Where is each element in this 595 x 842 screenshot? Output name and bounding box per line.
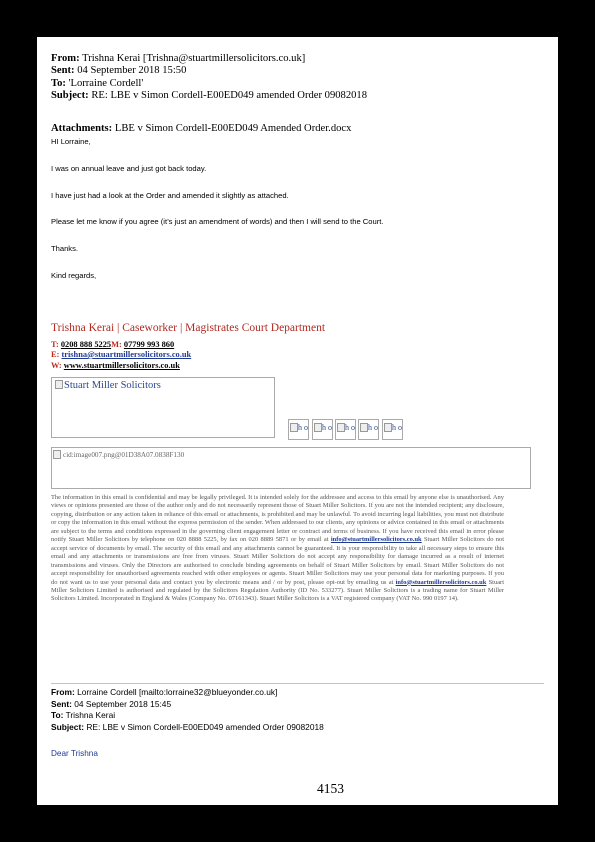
attachment-name[interactable]: LBE v Simon Cordell-E00ED049 Amended Order.docx [114,123,352,134]
email-link[interactable]: trishna@stuartmillersolicitors.co.uk [61,350,192,359]
email2-header [51,687,324,733]
to-line: To: Trishna Kerai [51,710,116,720]
broken-image-icon [384,423,392,432]
company-logo-placeholder [51,377,275,438]
to-value: Trishna Kerai [65,710,116,720]
from-value: Lorraine Cordell [mailto:lorraine32@blueyonder.co.uk] [77,687,278,697]
broken-image-icon [53,450,61,459]
subject-line: Subject: RE: LBE v Simon Cordell-E00ED049 amended Order 09082018 [51,90,368,102]
broken-image-icon [360,423,368,432]
social-link-2[interactable]: h o [312,419,333,440]
salutation: Dear Trishna [51,749,98,758]
paragraph-1: I was on annual leave and just got back today. [51,164,207,173]
phone-number[interactable]: 0208 888 5225 [60,340,112,349]
greeting: HI Lorraine, [51,137,91,146]
sent-line: Sent: 04 September 2018 15:50 [51,65,187,77]
disclaimer-email-link-1[interactable]: info@stuartmillersolicitors.co.uk [330,536,422,544]
thanks-line: Thanks. [51,244,79,253]
legal-disclaimer: The information in this email is confidential and may be legally privileged. It is intended solely for the addressee and access to this email by anyone else is unauthorised. Any views or opinions presented are those of the author only and do not necessarily represent those of Stuart Miller Solicitors. If you are not the intended recipient; any disclosure, copying, distribution or any action taken in reliance of this email or attachments, is prohibited and may be unlawful. To avoid incurring legal liabilities, you must not distribute or copy the information in this email without the express permission of the sender. When addressed to our clients, any opinions or advice contained in this email or attachments are subject to the terms and conditions expressed in the governing client engagement letter or contract and terms of business. If you have received this email in error please notify Stuart Miller Solicitors by telephone on 020 8888 5225, by fax on 020 8889 5871 or by email at info@stuartmillersolicitors.co.uk Stuart Miller Solicitors do not accept service of documents by email. The security of this email and any attachments cannot be guaranteed. It is your responsibility to take all necessary steps to ensure this email and any attachments or transmissions are free from viruses. Stuart Miller Solicitors do not accept any responsibility for damage incurred as a result of internet transmissions and viruses. Only the Directors are authorised to conclude binding agreements on behalf of Stuart Miller Solicitors by email. Stuart Miller Solicitors do not accept responsibility for unauthorised agreements reached with other employees or agents. Stuart Miller Solicitors may use your personal data for marketing purposes. If you do not want us to use your personal data and contact you by electronic means and / or by post, please opt-out by emailing us at info@stuartmillersolicitors.co.uk Stuart Miller Solicitors Limited is authorised and regulated by the Solicitors Regulation Authority (ID No. 533277). Stuart Miller Solicitors is a trading name for Stuart Miller Solicitors Limited. Incorporated in England & Wales (Company No. 07161343). Stuart Miller Solicitors is a VAT registered company (VAT No. 990 0197 14). [51,494,505,603]
from-line: From: Lorraine Cordell [mailto:lorraine32@blueyonder.co.uk] [51,687,278,697]
social-link-3[interactable]: h o [335,419,356,440]
website-link[interactable]: www.stuartmillersolicitors.co.uk [63,361,180,370]
signature-email-line: E: trishna@stuartmillersolicitors.co.uk [51,350,192,359]
email1-header [51,53,367,103]
broken-image-icon [290,423,298,432]
subject-line: Subject: RE: LBE v Simon Cordell-E00ED049 amended Order 09082018 [51,721,324,732]
subject-value: RE: LBE v Simon Cordell-E00ED049 amended Order 09082018 [86,721,324,732]
sent-line: Sent: 04 September 2018 15:45 [51,698,172,709]
paragraph-3: Please let me know if you agree (it’s just an amendment of words) and then I will send to the Court. [51,217,384,226]
to-value: 'Lorraine Cordell' [68,77,144,89]
social-link-4[interactable]: h o [358,419,379,440]
logo-alt-text: Stuart Miller Solicitors [64,380,161,391]
banner-alt-text: cid:image007.png@01D38A07.0838F130 [63,451,185,459]
page-number: 4153 [317,781,344,796]
social-link-1[interactable]: h o [288,419,309,440]
sent-value: 04 September 2018 15:45 [74,698,172,709]
mobile-number[interactable]: 07799 993 860 [123,340,175,349]
broken-image-icon [337,423,345,432]
broken-image-icon [55,380,63,389]
document-page [37,37,558,805]
divider-line [51,683,544,684]
broken-image-icon [314,423,322,432]
paragraph-2: I have just had a look at the Order and amended it slightly as attached. [51,191,289,200]
signature-title: Trishna Kerai | Caseworker | Magistrates Court Department [51,322,326,334]
disclaimer-email-link-2[interactable]: info@stuartmillersolicitors.co.uk [395,578,487,586]
banner-image-placeholder [51,447,531,489]
attachments-line: Attachments: LBE v Simon Cordell-E00ED049 Amended Order.docx [51,123,352,134]
to-line: To: 'Lorraine Cordell' [51,77,144,89]
from-line: From: Trishna Kerai [Trishna@stuartmillersolicitors.co.uk] [51,53,306,64]
closing-line: Kind regards, [51,271,97,280]
signature-phone-line: T: 0208 888 5225M: 07799 993 860 [51,340,175,349]
subject-value: RE: LBE v Simon Cordell-E00ED049 amended Order 09082018 [91,90,368,102]
sent-value: 04 September 2018 15:50 [77,65,187,77]
social-link-5[interactable]: h o [382,419,403,440]
signature-web-line: W: www.stuartmillersolicitors.co.uk [51,361,180,370]
from-value: Trishna Kerai [Trishna@stuartmillersolicitors.co.uk] [82,53,306,64]
